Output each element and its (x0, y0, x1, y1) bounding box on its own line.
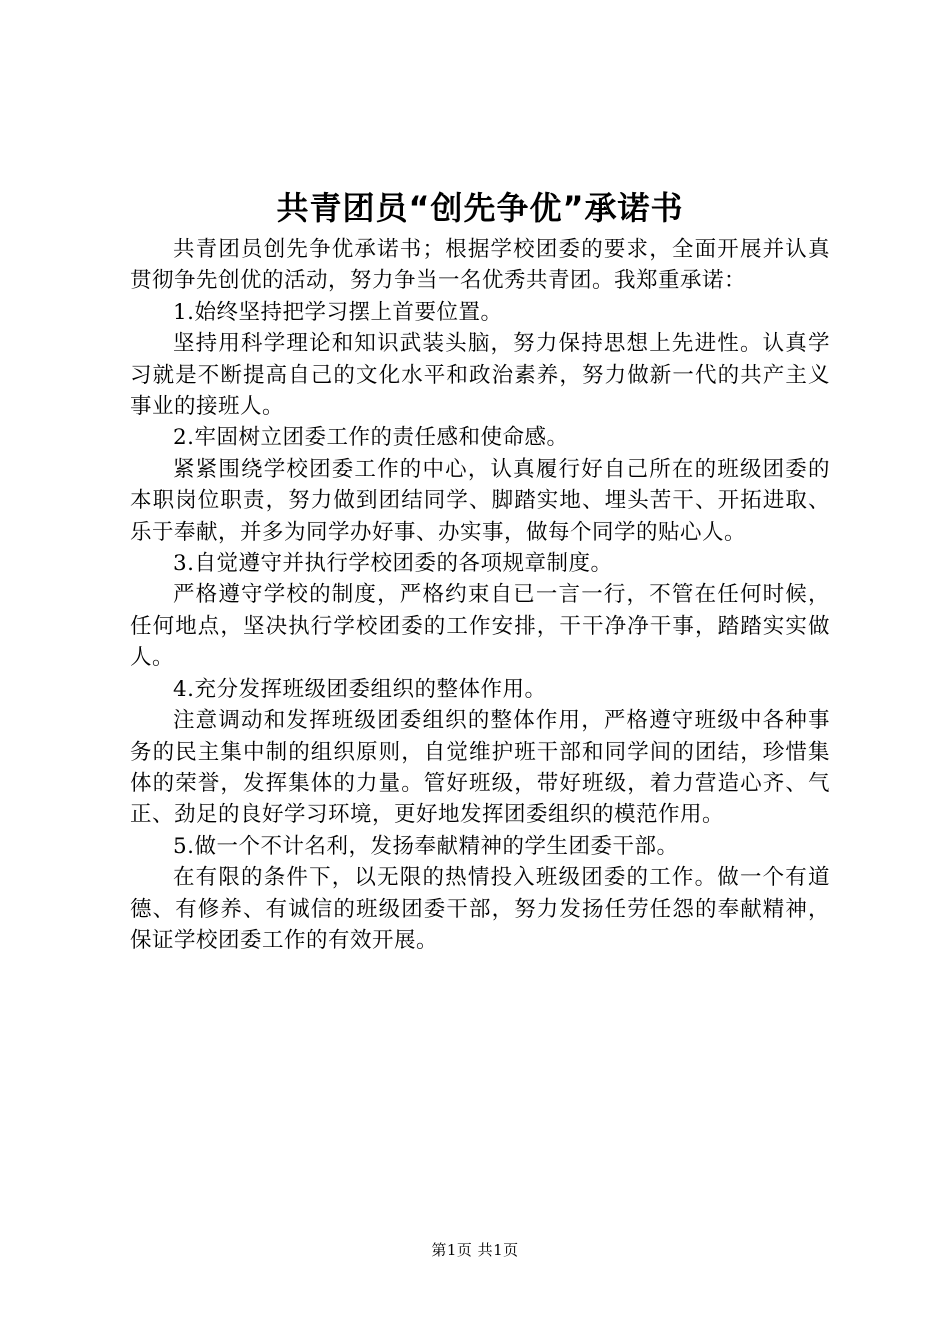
commitment-body-4: 注意调动和发挥班级团委组织的整体作用，严格遵守班级中各种事务的民主集中制的组织原则，自觉维护班干部和同学间的团结，珍惜集体的荣誉，发挥集体的力量。管好班级，带好班级，着力营造心齐、气正、劲足的良好学习环境，更好地发挥团委组织的模范作用。 (130, 708, 830, 828)
commitment-heading-1: 1.始终坚持把学习摆上首要位置。 (173, 299, 503, 325)
commitment-heading-2: 2.牢固树立团委工作的责任感和使命感。 (173, 425, 569, 451)
document-title: 共青团员“创先争优”承诺书 (276, 189, 684, 227)
commitment-heading-5: 5.做一个不计名利，发扬奉献精神的学生团委干部。 (173, 833, 679, 859)
document-body (130, 234, 830, 956)
commitment-heading-3: 3.自觉遵守并执行学校团委的各项规章制度。 (173, 551, 613, 577)
commitment-body-3: 严格遵守学校的制度，严格约束自已一言一行，不管在任何时候，任何地点，坚决执行学校团委的工作安排，干干净净干事，踏踏实实做人。 (130, 582, 830, 671)
commitment-body-2: 紧紧围绕学校团委工作的中心，认真履行好自己所在的班级团委的本职岗位职责，努力做到团结同学、脚踏实地、埋头苦干、开拓进取、乐于奉献，并多为同学办好事、办实事，做每个同学的贴心人。 (130, 456, 830, 545)
page-number-footer: 第1页 共1页 (431, 1241, 519, 1259)
commitment-body-1: 坚持用科学理论和知识武装头脑，努力保持思想上先进性。认真学习就是不断提高自己的文化水平和政治素养，努力做新一代的共产主义事业的接班人。 (130, 331, 830, 420)
commitment-heading-4: 4.充分发挥班级团委组织的整体作用。 (173, 676, 547, 702)
intro-paragraph: 共青团员创先争优承诺书；根据学校团委的要求，全面开展并认真贯彻争先创优的活动，努力争当一名优秀共青团。我郑重承诺： (130, 237, 830, 294)
commitment-body-5: 在有限的条件下，以无限的热情投入班级团委的工作。做一个有道德、有修养、有诚信的班级团委干部，努力发扬任劳任怨的奉献精神，保证学校团委工作的有效开展。 (130, 865, 830, 953)
